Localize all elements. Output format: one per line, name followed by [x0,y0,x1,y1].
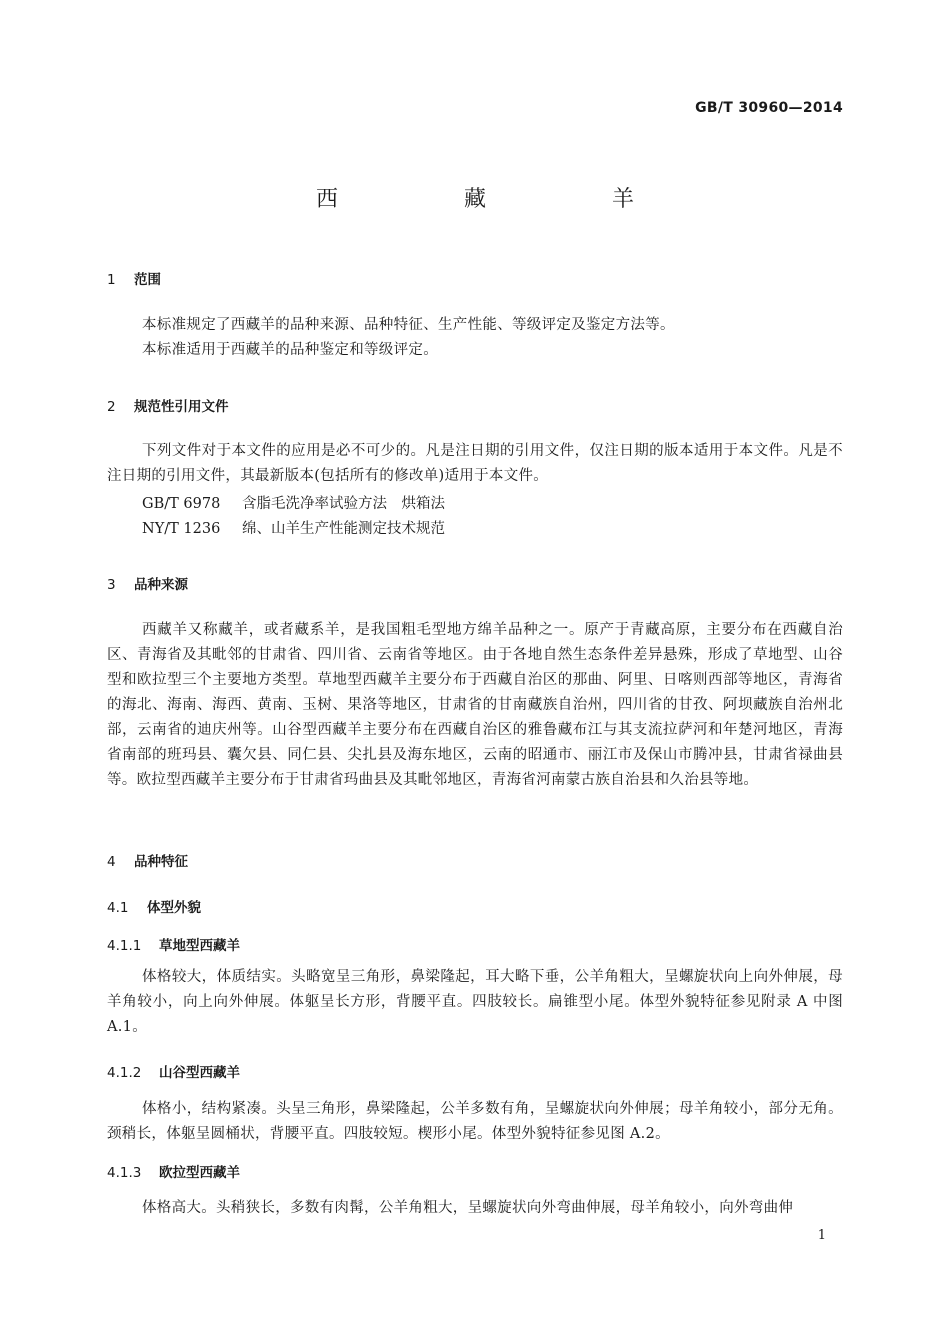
subsection-4-1-1-paragraph: 体格较大，体质结实。头略宽呈三角形，鼻梁隆起，耳大略下垂，公羊角粗大，呈螺旋状向上向外伸展，母羊角较小，向上向外伸展。体躯呈长方形，背腰平直。四肢较长。扁锥型小尾。体型外貌特征参见附录 A 中图 A.1。 [107,969,843,1035]
reference-item [142,492,445,517]
reference-item [142,517,445,542]
section-4-heading [107,850,188,870]
section-3-paragraph: 西藏羊又称藏羊，或者藏系羊，是我国粗毛型地方绵羊品种之一。原产于青藏高原，主要分布在西藏自治区、青海省及其毗邻的甘肃省、四川省、云南省等地区。由于各地自然生态条件差异悬殊，形成了草地型、山谷型和欧拉型三个主要地方类型。草地型西藏羊主要分布于西藏自治区的那曲、阿里、日喀则西部等地区，青海省的海北、海南、海西、黄南、玉树、果洛等地区，甘肃省的甘南藏族自治州，四川省的甘孜、阿坝藏族自治州北部，云南省的迪庆州等。山谷型西藏羊主要分布在西藏自治区的雅鲁藏布江与其支流拉萨河和年楚河地区，青海省南部的班玛县、囊欠县、同仁县、尖扎县及海东地区，云南的昭通市、丽江市及保山市腾冲县，甘肃省禄曲县等。欧拉型西藏羊主要分布于甘肃省玛曲县及其毗邻地区，青海省河南蒙古族自治县和久治县等地。 [107,622,843,788]
section-title: 品种特征 [134,854,188,870]
section-title: 规范性引用文件 [134,399,229,415]
section-1-heading [107,268,161,288]
reference-code: GB/T 6978 [142,496,221,512]
section-1-paragraph-1: 本标准规定了西藏羊的品种来源、品种特征、生产性能、等级评定及鉴定方法等。 [142,317,675,333]
section-3-heading [107,573,188,593]
reference-title: 绵、山羊生产性能测定技术规范 [242,521,445,537]
subsection-4-1-heading [107,896,201,916]
section-number: 4.1.1 [107,938,142,954]
section-number: 2 [107,399,116,415]
subsection-4-1-3-paragraph: 体格高大。头稍狭长，多数有肉髯，公羊角粗大，呈螺旋状向外弯曲伸展，母羊角较小，向外弯曲伸 [142,1200,794,1216]
section-2-heading [107,395,229,415]
section-number: 1 [107,272,116,288]
section-title: 欧拉型西藏羊 [159,1165,240,1181]
standard-code: GB/T 30960—2014 [695,100,843,116]
section-1-paragraph-2: 本标准适用于西藏羊的品种鉴定和等级评定。 [142,342,438,358]
section-title: 山谷型西藏羊 [159,1065,240,1081]
section-title: 体型外貌 [147,900,201,916]
section-2-intro: 下列文件对于本文件的应用是必不可少的。凡是注日期的引用文件，仅注日期的版本适用于本文件。凡是不注日期的引用文件，其最新版本(包括所有的修改单)适用于本文件。 [107,443,843,484]
subsection-4-1-3-heading [107,1161,240,1181]
section-number: 4.1 [107,900,129,916]
section-number: 4 [107,854,116,870]
document-title: 西 藏 羊 [315,187,686,212]
subsection-4-1-2-paragraph: 体格小，结构紧凑。头呈三角形，鼻梁隆起，公羊多数有角，呈螺旋状向外伸展；母羊角较小，部分无角。颈稍长，体躯呈圆桶状，背腰平直。四肢较短。楔形小尾。体型外貌特征参见图 A.2。 [107,1101,843,1142]
section-title: 草地型西藏羊 [159,938,240,954]
section-number: 4.1.2 [107,1065,142,1081]
page-number: 1 [817,1228,826,1243]
subsection-4-1-2-heading [107,1061,240,1081]
section-number: 3 [107,577,116,593]
section-number: 4.1.3 [107,1165,142,1181]
reference-code: NY/T 1236 [142,521,221,537]
reference-title: 含脂毛洗净率试验方法 烘箱法 [242,496,445,512]
section-title: 范围 [134,272,161,288]
subsection-4-1-1-heading [107,934,240,954]
section-title: 品种来源 [134,577,188,593]
